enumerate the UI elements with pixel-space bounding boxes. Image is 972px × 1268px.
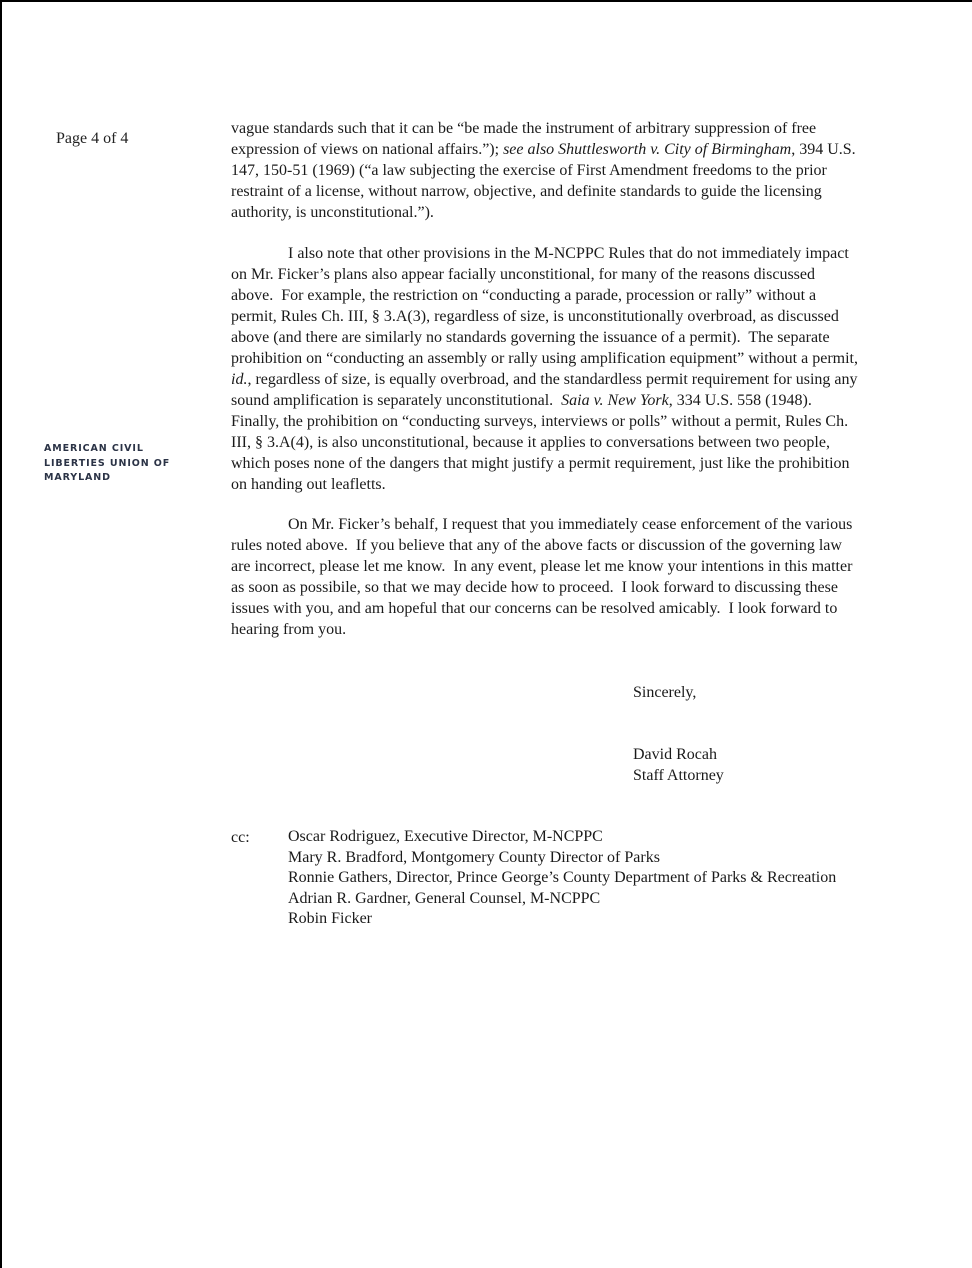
text-run: rules noted above. If you believe that any of the above facts or discussion of the governing law	[231, 537, 842, 554]
text-line	[231, 285, 931, 306]
text-run: expression of views on national affairs.”);	[231, 141, 504, 158]
page-number: Page 4 of 4	[56, 130, 129, 147]
text-run: on handing out leafletts.	[231, 476, 386, 493]
text-line	[231, 556, 931, 577]
text-run: issues with you, and am hopeful that our concerns can be resolved amicably. I look forward to	[231, 600, 838, 617]
paragraph-2	[231, 243, 931, 495]
cc-recipient: Adrian R. Gardner, General Counsel, M-NCPPC	[288, 889, 601, 907]
text-line	[231, 390, 931, 411]
paragraph-3	[231, 514, 931, 640]
case-citation: Saia v. New York	[561, 392, 669, 409]
text-line	[231, 369, 931, 390]
text-line	[231, 577, 931, 598]
text-run: I also note that other provisions in the M-NCPPC Rules that do not immediately impact	[288, 245, 849, 262]
text-line	[231, 348, 931, 369]
paragraph-1	[231, 118, 931, 223]
text-run: sound amplification is separately unconstitutional.	[231, 392, 562, 409]
text-line	[231, 160, 931, 181]
text-run: hearing from you.	[231, 621, 347, 638]
org-line: AMERICAN CIVIL	[44, 443, 144, 454]
text-line	[231, 535, 931, 556]
text-run: are incorrect, please let me know. In any event, please let me know your intentions in this matter	[231, 558, 853, 575]
text-run: On Mr. Ficker’s behalf, I request that you immediately cease enforcement of the various	[288, 516, 853, 533]
case-citation: see also Shuttlesworth v. City of Birmingham	[503, 141, 792, 158]
text-run: which poses none of the dangers that might justify a permit requirement, just like the prohibition	[231, 455, 850, 472]
text-line	[231, 619, 931, 640]
text-line	[231, 453, 931, 474]
text-run: restraint of a license, without narrow, objective, and definite standards to guide the licensing	[231, 183, 822, 200]
text-run: III, § 3.A(4), is also unconstitutional, because it applies to conversations between two people,	[231, 434, 830, 451]
text-line	[231, 411, 931, 432]
text-line	[231, 181, 931, 202]
text-line	[231, 139, 931, 160]
org-line: LIBERTIES UNION OF	[44, 457, 171, 469]
cc-recipient: Mary R. Bradford, Montgomery County Director of Parks	[288, 848, 660, 866]
text-run: 147, 150-51 (1969) (“a law subjecting the exercise of First Amendment freedoms to the prior	[231, 162, 827, 179]
cc-list	[288, 827, 836, 930]
cc-recipient: Oscar Rodriguez, Executive Director, M-NCPPC	[288, 828, 603, 845]
cc-recipient: Ronnie Gathers, Director, Prince George’s County Department of Parks & Recreation	[288, 869, 837, 887]
text-line	[231, 306, 931, 327]
text-line	[231, 514, 931, 535]
text-line	[231, 598, 931, 619]
cc-label: cc:	[231, 829, 250, 846]
organization-logo-text	[44, 442, 170, 486]
text-run: vague standards such that it can be “be made the instrument of arbitrary suppression of free	[231, 120, 817, 137]
signer-name: David Rocah	[633, 746, 717, 763]
signer-title: Staff Attorney	[633, 767, 724, 784]
text-run: , 394 U.S.	[791, 141, 856, 158]
text-run: on Mr. Ficker’s plans also appear facially unconstitional, for many of the reasons discussed	[231, 266, 816, 283]
text-line	[231, 264, 931, 285]
cc-recipient: Robin Ficker	[288, 910, 372, 928]
text-run: permit, Rules Ch. III, § 3.A(3), regardless of size, is unconstitutionally overbroad, as discussed	[231, 308, 839, 325]
text-line	[231, 202, 931, 223]
case-citation: id.	[231, 371, 248, 388]
text-line	[231, 327, 931, 348]
text-run: as soon as possibile, so that we may decide how to proceed. I look forward to discussing these	[231, 579, 838, 596]
text-run: , 334 U.S. 558 (1948).	[668, 392, 812, 409]
text-run: authority, is unconstitutional.”).	[231, 204, 434, 221]
org-line: MARYLAND	[44, 472, 111, 483]
text-line	[231, 243, 931, 264]
text-line	[231, 432, 931, 453]
text-line	[231, 474, 931, 495]
closing: Sincerely,	[633, 684, 697, 701]
text-run: above (and there are similarly no standards governing the issuance of a permit). The separate	[231, 329, 830, 346]
text-run: prohibition on “conducting an assembly or rally using amplification equipment” without a permit,	[231, 350, 858, 367]
text-line	[231, 118, 931, 139]
text-run: , regardless of size, is equally overbroad, and the standardless permit requirement for using any	[247, 371, 858, 388]
text-run: above. For example, the restriction on “conducting a parade, procession or rally” without a	[231, 287, 817, 304]
text-run: Finally, the prohibition on “conducting surveys, interviews or polls” without a permit, Rules Ch.	[231, 413, 849, 430]
